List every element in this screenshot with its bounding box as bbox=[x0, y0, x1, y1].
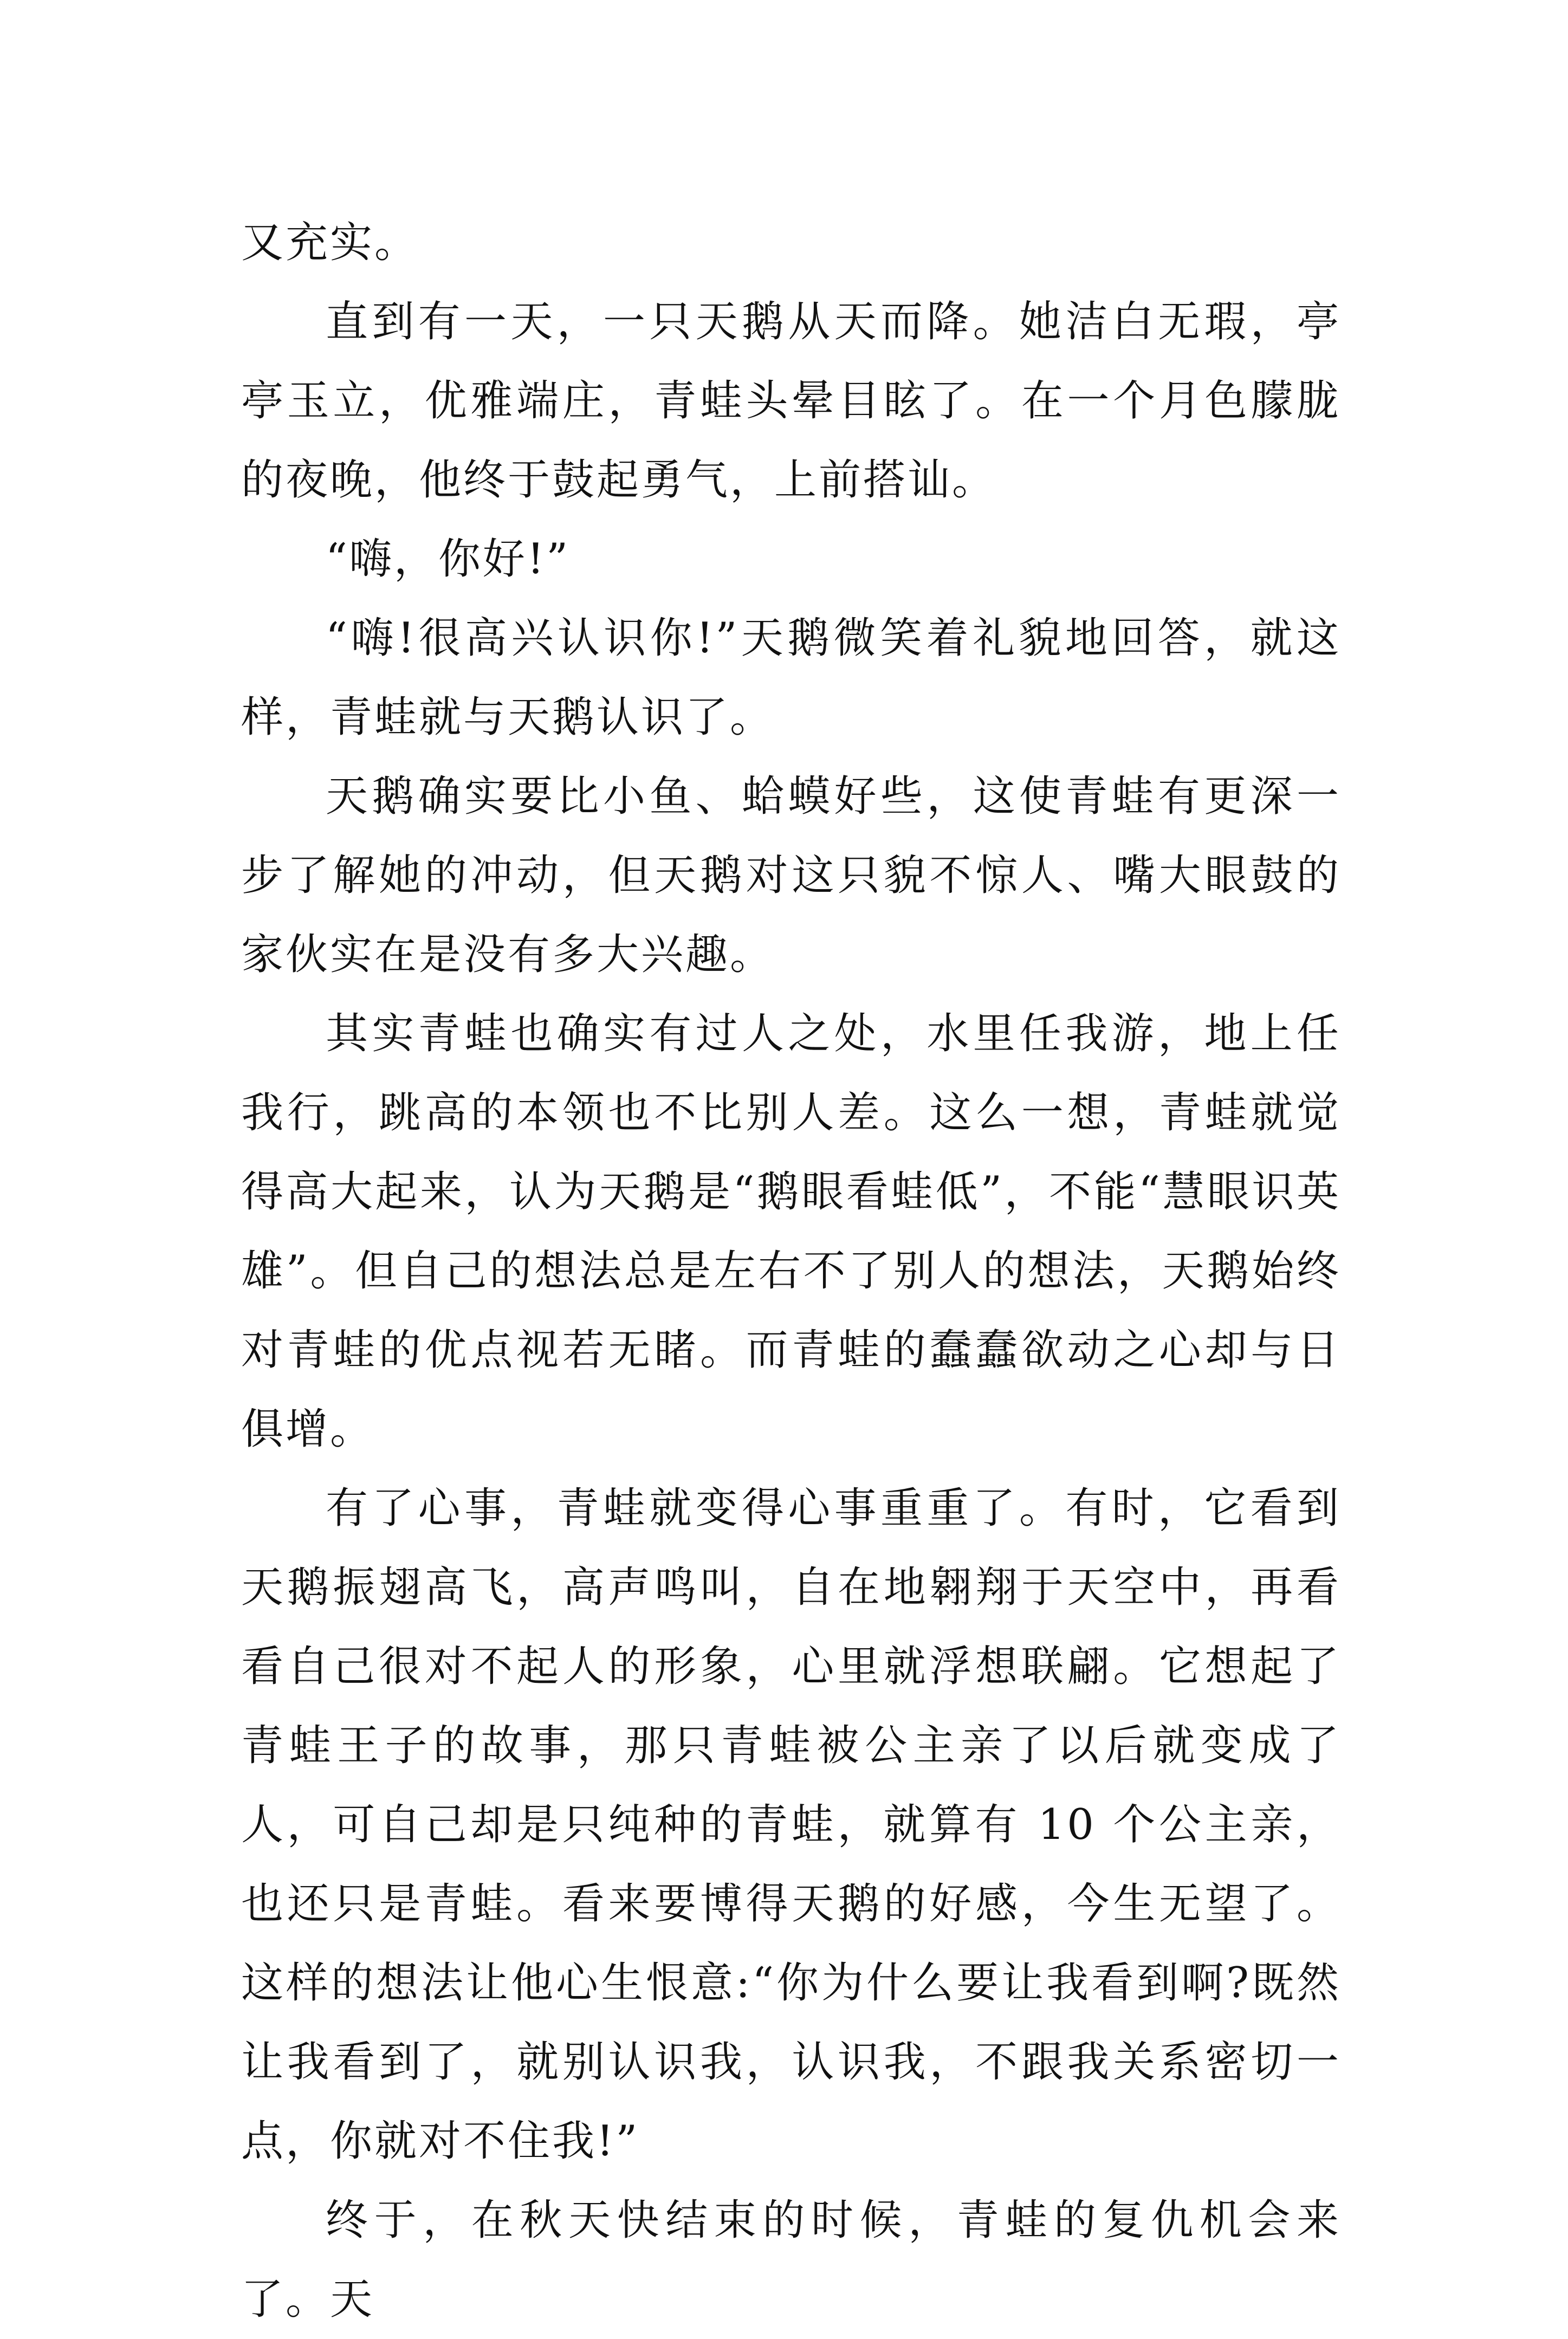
paragraph-continuation: 又充实。 bbox=[241, 218, 419, 267]
paragraph: 终于，在秋天快结束的时候，青蛙的复仇机会来了。天 bbox=[241, 2196, 1341, 2324]
paragraph-dialogue: “嗨，你好!” bbox=[326, 535, 571, 584]
body-text bbox=[241, 203, 1341, 2339]
paragraph: 直到有一天，一只天鹅从天而降。她洁白无瑕，亭亭玉立，优雅端庄，青蛙头晕目眩了。在一个月色朦胧的夜晚，他终于鼓起勇气，上前搭讪。 bbox=[241, 297, 1341, 504]
paragraph: 有了心事，青蛙就变得心事重重了。有时，它看到天鹅振翅高飞，高声鸣叫，自在地翱翔于天空中，再看看自己很对不起人的形象，心里就浮想联翩。它想起了青蛙王子的故事，那只青蛙被公主亲了以后就变成了人，可自己却是只纯种的青蛙，就算有 10 个公主亲，也还只是青蛙。看来要博得天鹅的好感，今生无望了。这样的想法让他心生恨意:“你为什么要让我看到啊?既然让我看到了，就别认识我，认识我，不跟我关系密切一点，你就对不住我!” bbox=[241, 1484, 1341, 2166]
paragraph-dialogue: “嗨!很高兴认识你!”天鹅微笑着礼貌地回答，就这样，青蛙就与天鹅认识了。 bbox=[241, 614, 1341, 742]
paragraph: 天鹅确实要比小鱼、蛤蟆好些，这使青蛙有更深一步了解她的冲动，但天鹅对这只貌不惊人、嘴大眼鼓的家伙实在是没有多大兴趣。 bbox=[241, 772, 1341, 979]
paragraph: 其实青蛙也确实有过人之处，水里任我游，地上任我行，跳高的本领也不比别人差。这么一想，青蛙就觉得高大起来，认为天鹅是“鹅眼看蛙低”，不能“慧眼识英雄”。但自己的想法总是左右不了别人的想法，天鹅始终对青蛙的优点视若无睹。而青蛙的蠢蠢欲动之心却与日俱增。 bbox=[241, 1009, 1341, 1454]
